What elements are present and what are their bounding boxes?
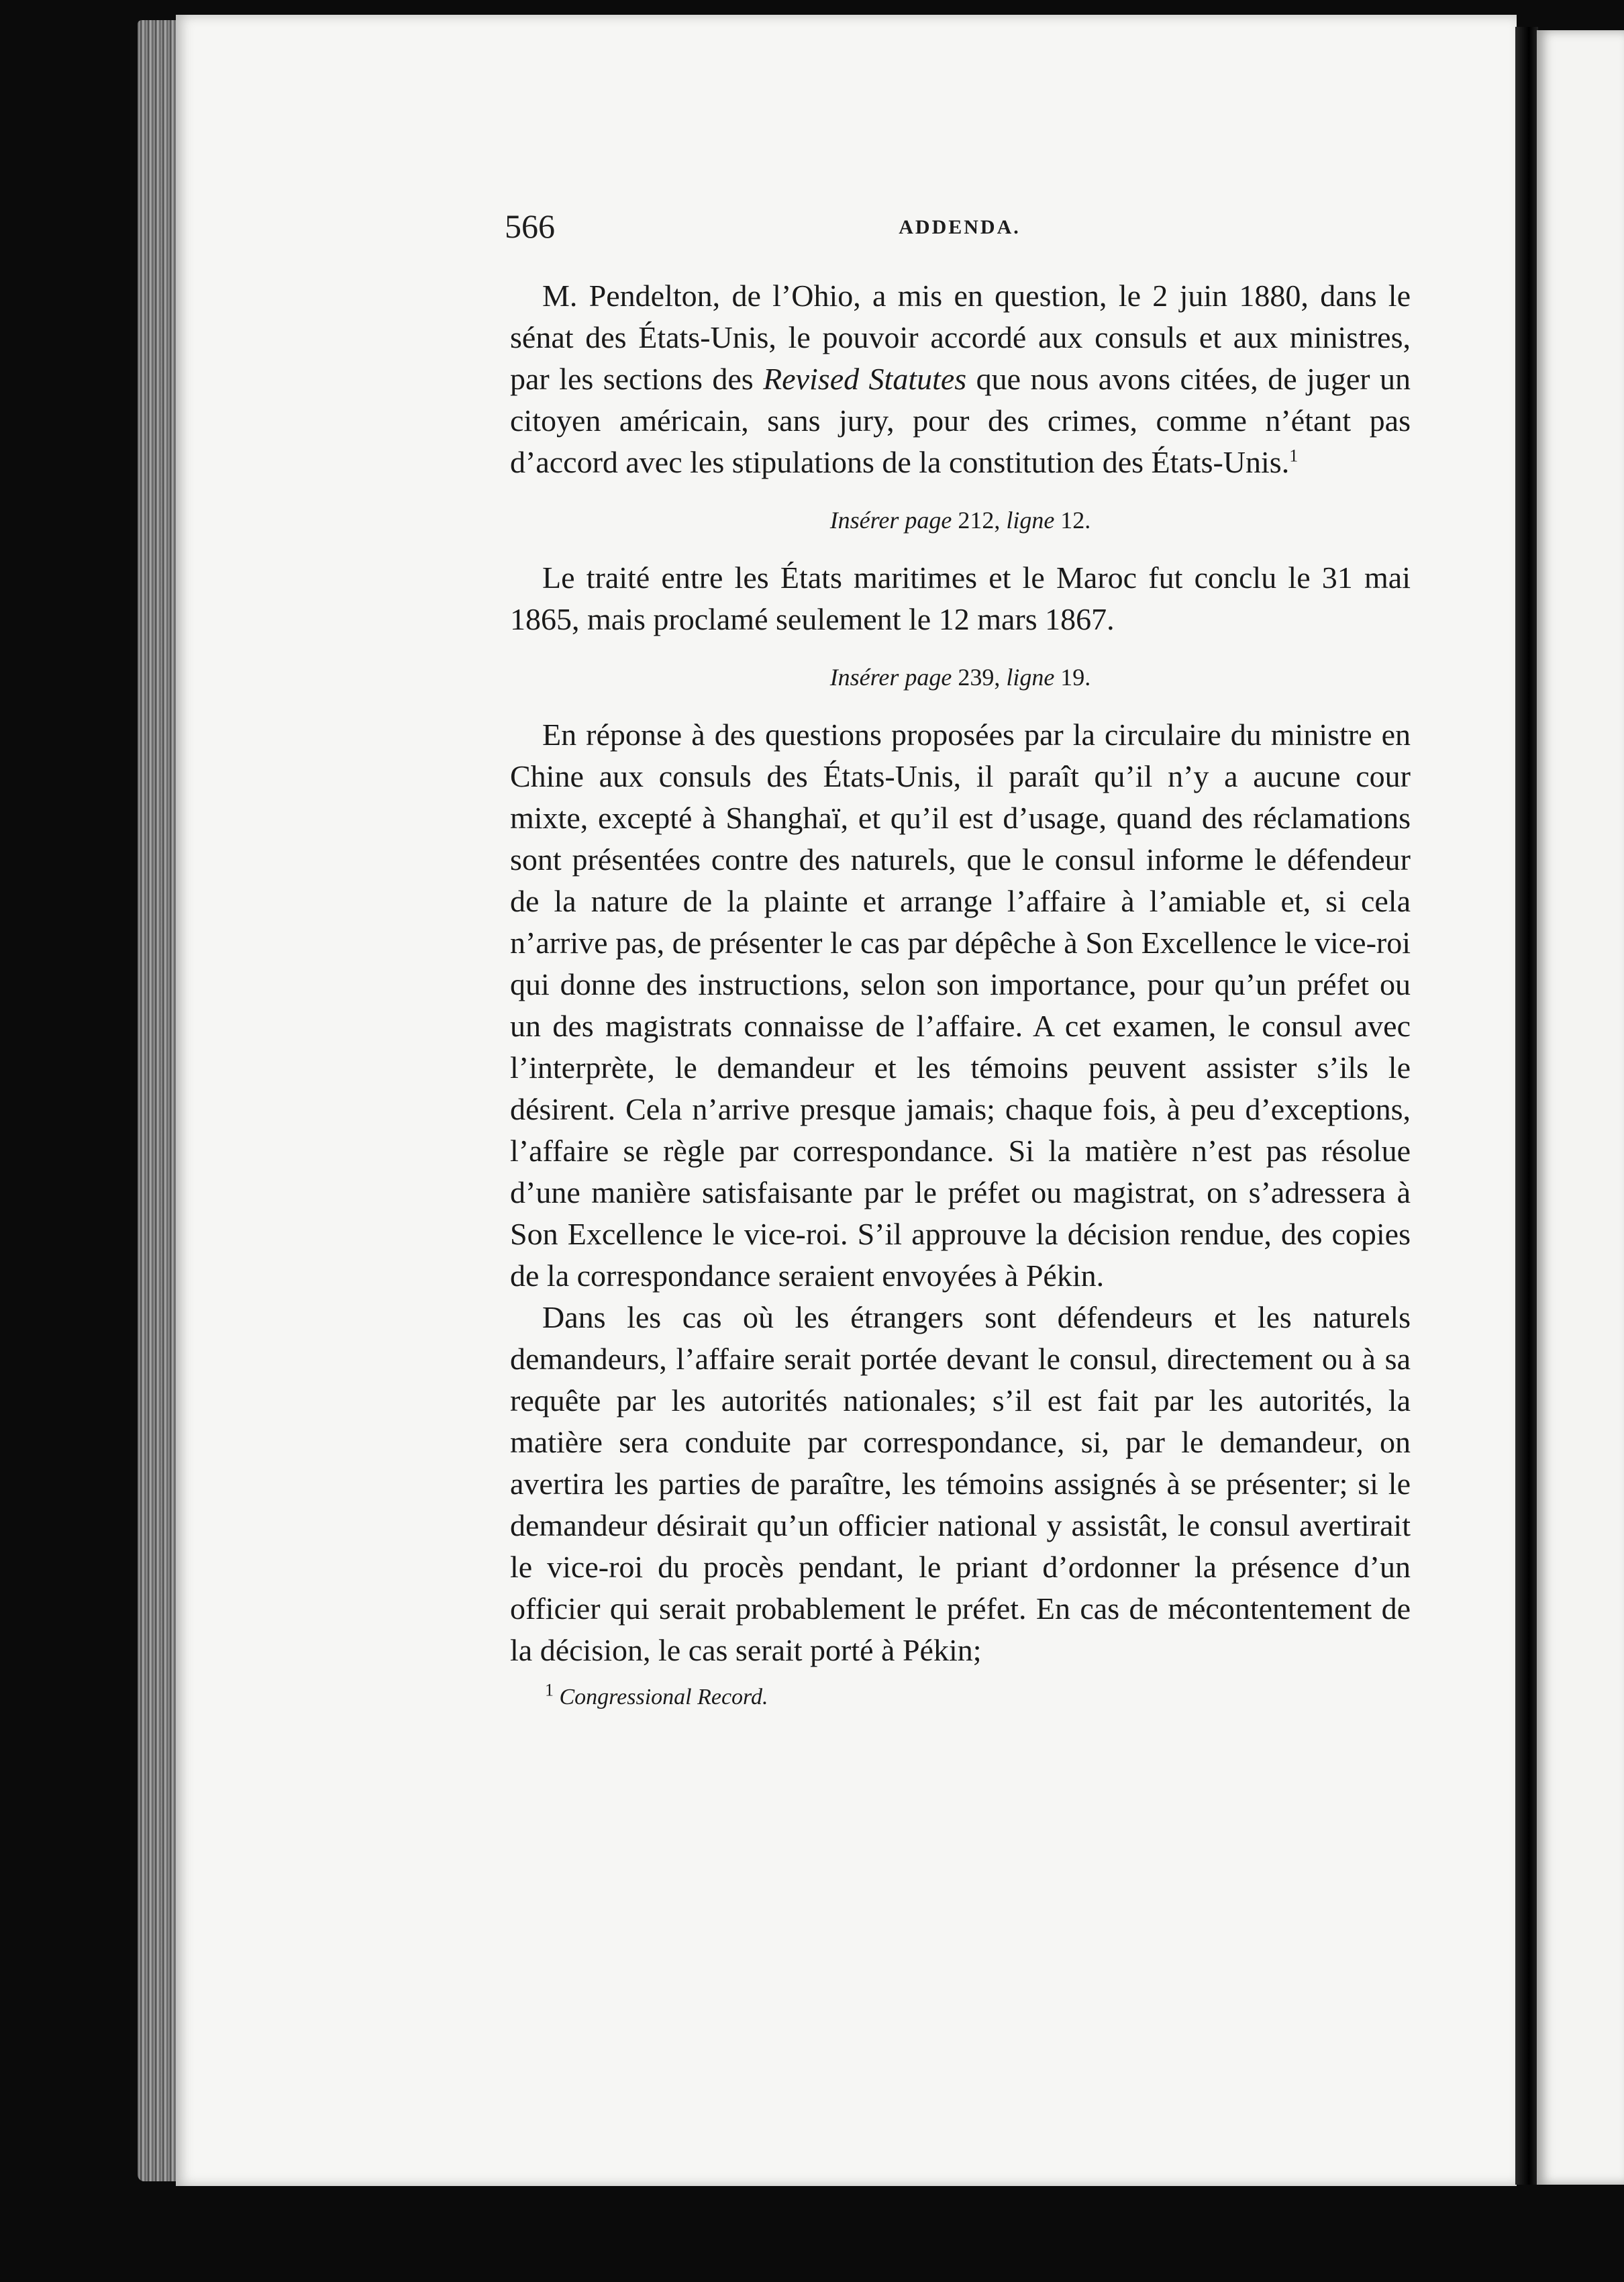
paragraph-etrangers: Dans les cas où les étrangers sont défendeurs et les naturels demandeurs, l’affaire serait portée devant le consul, directement ou à sa requête par les autorités nationales; s’il est fait par les autorités, la matière sera conduite par correspondance, si, par le demandeur, on avertira les parties de paraître, les témoins assignés à se présenter; si le demandeur désirait qu’un officier national y assistât, le consul avertirait le vice-roi du procès pendant, le priant d’ordonner la présence d’un officier qui serait probablement le préfet. En cas de mécontentement de la décision, le cas serait porté à Pékin; xyxy=(510,1300,1411,1667)
footnote-text: Congressional Record. xyxy=(559,1685,768,1709)
insert-page-number: 239, xyxy=(952,664,1007,691)
footnote-reference: 1 xyxy=(1289,446,1299,466)
insert-line-label: ligne xyxy=(1006,664,1055,691)
insert-note-239 xyxy=(510,660,1411,694)
running-head: ADDENDA. xyxy=(899,216,1021,238)
page-header xyxy=(505,207,1415,247)
paragraph-text: que nous avons citées, de juger un citoyen américain, sans jury, pour des crimes, comme n’étant pas d’accord avec les stipulations de la constitution des États-Unis. xyxy=(510,362,1411,479)
page-number: 566 xyxy=(505,207,555,245)
book-page-edges xyxy=(138,20,178,2181)
insert-note-212 xyxy=(510,503,1411,537)
paragraph-pendelton xyxy=(510,275,1411,483)
book-gutter xyxy=(1515,27,1538,2185)
footnote-mark: 1 xyxy=(545,1680,554,1700)
body-text xyxy=(510,275,1411,1713)
insert-line-number: 12. xyxy=(1054,507,1091,534)
insert-label: Insérer page xyxy=(829,507,952,534)
insert-line-number: 19. xyxy=(1054,664,1091,691)
insert-line-label: ligne xyxy=(1006,507,1055,534)
insert-label: Insérer page xyxy=(829,664,952,691)
paragraph-maroc: Le traité entre les États maritimes et le Maroc fut conclu le 31 mai 1865, mais proclamé seulement le 12 mars 1867. xyxy=(510,560,1411,636)
adjacent-page xyxy=(1537,30,1624,2185)
italic-title: Revised Statutes xyxy=(763,362,967,396)
paragraph-text: M. Pendelton, de l’Ohio, a mis en question, le 2 juin 1880, dans le sénat des États-Unis, le pouvoir accordé aux consuls et aux ministres, par les sections des xyxy=(510,279,1411,396)
footnote xyxy=(510,1682,1411,1713)
insert-page-number: 212, xyxy=(952,507,1007,534)
paragraph-chine: En réponse à des questions proposées par la circulaire du ministre en Chine aux consuls des États-Unis, il paraît qu’il n’y a aucune cour mixte, excepté à Shanghaï, et qu’il est d’usage, quand des réclamations sont présentées contre des naturels, que le consul informe le défendeur de la nature de la plainte et arrange l’affaire à l’amiable et, si cela n’arrive pas, de présenter le cas par dépêche à Son Excellence le vice-roi qui donne des instructions, selon son importance, pour qu’un préfet ou un des magistrats connaisse de l’affaire. A cet examen, le consul avec l’interprète, le demandeur et les témoins peuvent assister s’ils le désirent. Cela n’arrive presque jamais; chaque fois, à peu d’exceptions, l’affaire se règle par correspondance. Si la matière n’est pas résolue d’une manière satisfaisante par le préfet ou magistrat, on s’adressera à Son Excellence le vice-roi. S’il approuve la décision rendue, des copies de la correspondance seraient envoyées à Pékin. xyxy=(510,717,1411,1293)
